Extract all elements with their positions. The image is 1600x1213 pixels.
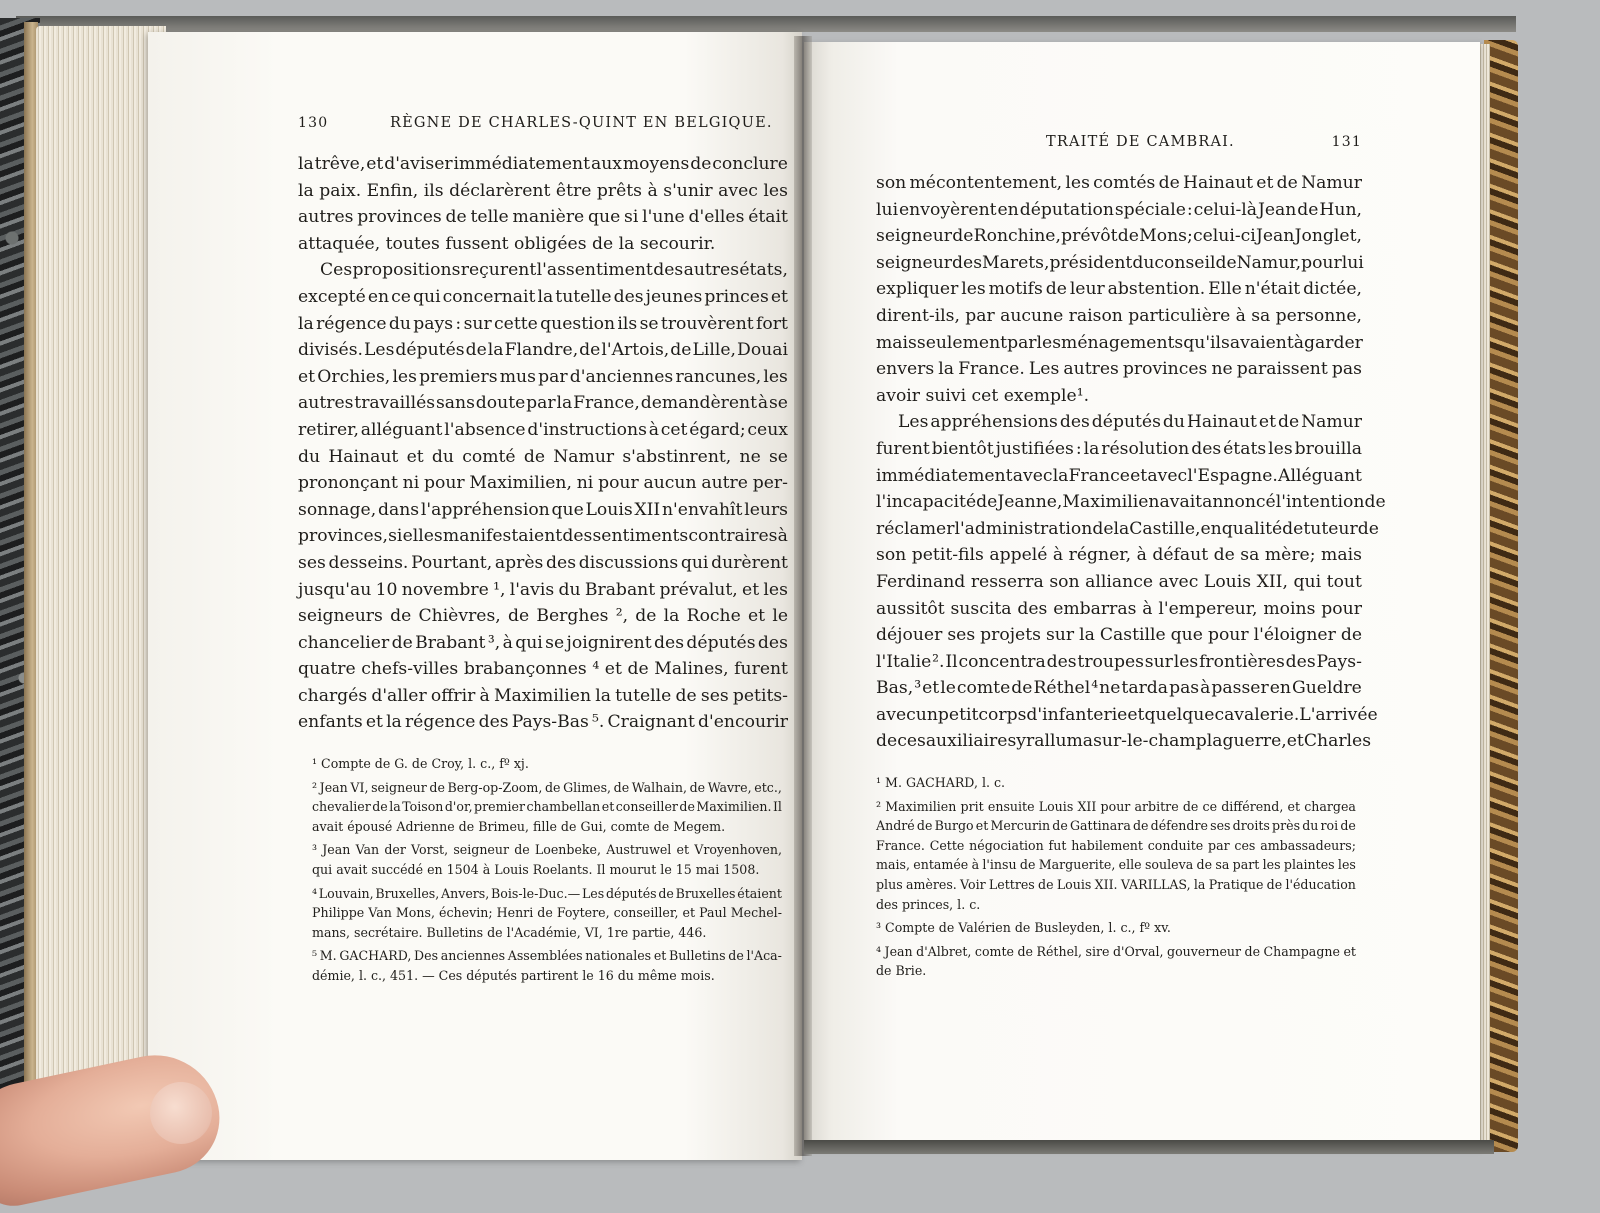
- text-line: provinces, si elles manifestaient des sentiments contraires à: [298, 526, 788, 547]
- left-body-text: [298, 151, 788, 736]
- text-line: enfants et la régence des Pays-Bas ⁵. Craignant d'encourir: [298, 712, 788, 733]
- text-line: chancelier de Brabant ³, à qui se joignirent des députés des: [298, 632, 788, 653]
- right-page-text: [876, 134, 1386, 981]
- text-line: seigneur des Marets, président du conseil de Namur, pour lui: [876, 252, 1364, 273]
- text-line: mais seulement par les ménagements qu'ils avaient à garder: [876, 332, 1363, 353]
- footnote-line: André de Burgo et Mercurin de Gattinara de défendre ses droits près du roi de: [876, 818, 1356, 834]
- right-body-text: [876, 170, 1386, 755]
- text-line: divisés. Les députés de la Flandre, de l'Artois, de Lille, Douai: [298, 340, 788, 361]
- text-line: Ces propositions reçurent l'assentiment des autres états,: [320, 260, 788, 281]
- text-line: dirent-ils, par aucune raison particulière à sa personne,: [876, 305, 1362, 326]
- footnote-line: ² Maximilien prit ensuite Louis XII pour arbitre de ce différend, et chargea: [876, 798, 1356, 814]
- footnote-line: France. Cette négociation fut habilement conduite par ces ambassadeurs;: [876, 837, 1356, 853]
- right-page-number: 131: [1331, 134, 1362, 150]
- footnote-line: avait épousé Adrienne de Brimeu, fille de Gui, comte de Megem.: [312, 818, 726, 834]
- book-gutter: [794, 36, 812, 1156]
- footnote-line: ² Jean VI, seigneur de Berg-op-Zoom, de Glimes, de Walhain, de Wavre, etc.,: [312, 779, 782, 795]
- footnote-line: plus amères. Voir Lettres de Louis XII. VARILLAS, la Pratique de l'éducation: [876, 877, 1356, 893]
- text-line: du Hainaut et du comté de Namur s'abstinrent, ne se: [298, 446, 788, 467]
- footnote-line: mans, secrétaire. Bulletins de l'Académie, VI, 1re partie, 446.: [312, 924, 707, 940]
- footnote-line: mais, entamée à l'insu de Marguerite, elle souleva de sa part les plaintes les: [876, 857, 1356, 873]
- text-line: attaquée, toutes fussent obligées de la secourir.: [298, 233, 716, 254]
- left-running-head: [298, 115, 788, 139]
- text-line: seigneur de Ronchine, prévôt de Mons; celui-ci Jean Jonglet,: [876, 226, 1362, 247]
- text-line: avec un petit corps d'infanterie et quelque cavalerie. L'arrivée: [876, 704, 1378, 725]
- text-line: l'Italie ². Il concentra des troupes sur les frontières des Pays-: [876, 651, 1362, 672]
- footnote-line: ⁵ M. GACHARD, Des anciennes Assemblées nationales et Bulletins de l'Aca-: [312, 948, 782, 964]
- book-cover-top-edge: [16, 16, 1516, 32]
- footnote-line: ⁴ Louvain, Bruxelles, Anvers, Bois-le-Duc.— Les députés de Bruxelles étaient: [312, 885, 782, 901]
- text-line: déjouer ses projets sur la Castille que pour l'éloigner de: [876, 625, 1362, 646]
- text-line: prononçant ni pour Maximilien, ni pour aucun autre per-: [298, 473, 788, 494]
- footnote-line: des princes, l. c.: [876, 896, 981, 912]
- text-line: sonnage, dans l'appréhension que Louis XII n'envahît leurs: [298, 499, 788, 520]
- text-line: quatre chefs-villes brabançonnes ⁴ et de Malines, furent: [298, 659, 788, 680]
- left-page-text: [298, 115, 788, 986]
- text-line: Les appréhensions des députés du Hainaut et de Namur: [898, 412, 1362, 433]
- footnote-line: ³ Compte de Valérien de Busleyden, l. c., fº xv.: [876, 920, 1171, 936]
- text-line: excepté en ce qui concernait la tutelle des jeunes princes et: [298, 286, 788, 307]
- cover-bottom-edge: [804, 1140, 1494, 1154]
- text-line: autres travaillés sans doute par la France, demandèrent à se: [298, 393, 788, 414]
- footnote-line: démie, l. c., 451. — Ces députés partirent le 16 du même mois.: [312, 968, 715, 983]
- footnote-line: ⁴ Jean d'Albret, comte de Réthel, sire d'Orval, gouverneur de Champagne et: [876, 943, 1356, 959]
- text-line: et Orchies, les premiers mus par d'anciennes rancunes, les: [298, 366, 788, 387]
- footnote-line: ¹ M. GACHARD, l. c.: [876, 775, 1006, 791]
- text-line: lui envoyèrent en députation spéciale : celui-là Jean de Hun,: [876, 199, 1362, 220]
- text-line: la paix. Enfin, ils déclarèrent être prêts à s'unir avec les: [298, 180, 788, 201]
- text-line: furent bientôt justifiées : la résolution des états les brouilla: [876, 438, 1362, 459]
- right-footnotes: [876, 773, 1356, 981]
- text-line: chargés d'aller offrir à Maximilien la tutelle de ses petits-: [298, 685, 788, 706]
- text-line: avoir suivi cet exemple¹.: [876, 385, 1090, 406]
- page-edges-left: [36, 26, 166, 1116]
- text-line: Bas, ³ et le comte de Réthel ⁴ ne tarda pas à passer en Gueldre: [876, 678, 1362, 699]
- footnote-line: chevalier de la Toison d'or, premier chambellan et conseiller de Maximilien. Il: [312, 799, 782, 815]
- footnote-line: Philippe Van Mons, échevin; Henri de Foytere, conseiller, et Paul Mechel-: [312, 905, 782, 921]
- text-line: seigneurs de Chièvres, de Berghes ², de la Roche et le: [298, 606, 788, 627]
- text-line: retirer, alléguant l'absence d'instructions à cet égard; ceux: [298, 419, 788, 440]
- text-line: réclamer l'administration de la Castille, en qualité de tuteur de: [876, 518, 1379, 539]
- text-line: l'incapacité de Jeanne, Maximilien avait annoncé l'intention de: [876, 492, 1386, 513]
- text-line: expliquer les motifs de leur abstention. Elle n'était dictée,: [876, 279, 1362, 300]
- footnote-line: ³ Jean Van der Vorst, seigneur de Loenbeke, Austruwel et Vroyenhoven,: [312, 842, 782, 858]
- text-line: jusqu'au 10 novembre ¹, l'avis du Brabant prévalut, et les: [298, 579, 788, 600]
- text-line: envers la France. Les autres provinces ne paraissent pas: [876, 359, 1362, 380]
- right-running-title: TRAITÉ DE CAMBRAI.: [1046, 134, 1235, 150]
- footnote-line: ¹ Compte de G. de Croy, l. c., fº xj.: [312, 756, 529, 772]
- text-line: la régence du pays : sur cette question ils se trouvèrent fort: [298, 313, 788, 334]
- footnote-line: qui avait succédé en 1504 à Louis Roelants. Il mourut le 15 mai 1508.: [312, 862, 760, 878]
- text-line: Ferdinand resserra son alliance avec Louis XII, qui tout: [876, 571, 1362, 592]
- text-line: autres provinces de telle manière que si l'une d'elles était: [298, 207, 788, 228]
- left-page-number: 130: [298, 115, 329, 131]
- text-line: son mécontentement, les comtés de Hainaut et de Namur: [876, 173, 1362, 193]
- footnote-line: de Brie.: [876, 963, 927, 979]
- text-line: ses desseins. Pourtant, après des discussions qui durèrent: [298, 552, 788, 573]
- text-line: immédiatement avec la France et avec l'Espagne. Alléguant: [876, 465, 1362, 486]
- text-line: de ces auxiliaires y ralluma sur-le-champ la guerre, et Charles: [876, 731, 1372, 752]
- text-line: la trêve, et d'aviser immédiatement aux moyens de conclure: [298, 154, 788, 174]
- right-running-head: [876, 134, 1362, 158]
- text-line: aussitôt suscita des embarras à l'empereur, moins pour: [876, 598, 1362, 619]
- text-line: son petit-fils appelé à régner, à défaut de sa mère; mais: [876, 545, 1362, 566]
- left-running-title: RÈGNE DE CHARLES-QUINT EN BELGIQUE.: [390, 115, 773, 131]
- left-footnotes: [312, 754, 782, 986]
- thumbnail-nail: [150, 1082, 212, 1144]
